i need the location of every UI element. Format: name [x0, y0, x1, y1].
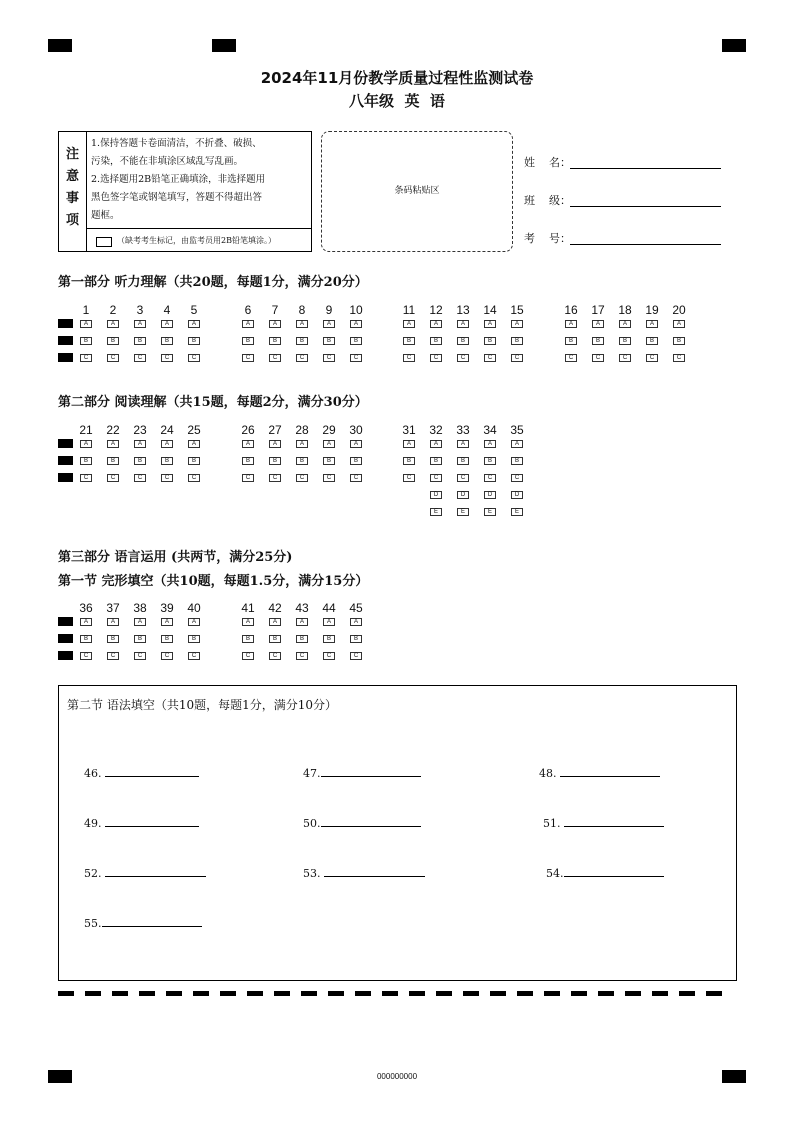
answer-bubble-4-c[interactable]: C [161, 354, 173, 362]
answer-bubble-22-b[interactable]: B [107, 457, 119, 465]
tear-line-dash [436, 991, 452, 996]
answer-bubble-28-c[interactable]: C [296, 474, 308, 482]
question-number: 33 [456, 423, 470, 437]
answer-bubble-21-b[interactable]: B [80, 457, 92, 465]
answer-bubble-36-c[interactable]: C [80, 652, 92, 660]
grammar-fill-title: 第二节 语法填空（共10题，每题1分，满分10分） [67, 698, 337, 712]
answer-bubble-35-d[interactable]: D [511, 491, 523, 499]
answer-bubble-43-b[interactable]: B [296, 635, 308, 643]
answer-bubble-21-c[interactable]: C [80, 474, 92, 482]
answer-bubble-42-b[interactable]: B [269, 635, 281, 643]
question-number: 36 [79, 601, 93, 615]
answer-bubble-22-c[interactable]: C [107, 474, 119, 482]
footer-code: 000000000 [376, 1072, 418, 1081]
answer-bubble-16-c[interactable]: C [565, 354, 577, 362]
blank-48[interactable] [539, 767, 660, 780]
tear-line-dash [571, 991, 587, 996]
answer-bubble-32-c[interactable]: C [430, 474, 442, 482]
answer-bubble-40-c[interactable]: C [188, 652, 200, 660]
answer-bubble-16-b[interactable]: B [565, 337, 577, 345]
notice-line: 1.保持答题卡卷面清洁，不折叠、破损、 [91, 138, 262, 149]
blank-label: 47. [303, 767, 321, 780]
answer-bubble-11-a[interactable]: A [403, 320, 415, 328]
question-number: 37 [106, 601, 120, 615]
answer-bubble-33-d[interactable]: D [457, 491, 469, 499]
question-number: 26 [241, 423, 255, 437]
row-mark [58, 439, 73, 448]
name-field[interactable] [524, 154, 571, 170]
question-number: 12 [429, 303, 443, 317]
answer-bubble-14-a[interactable]: A [484, 320, 496, 328]
tear-line-dash [409, 991, 425, 996]
answer-bubble-44-a[interactable]: A [323, 618, 335, 626]
answer-bubble-31-b[interactable]: B [403, 457, 415, 465]
tear-line-dash [139, 991, 155, 996]
answer-bubble-23-a[interactable]: A [134, 440, 146, 448]
tear-line-dash [247, 991, 263, 996]
class-line [570, 206, 721, 207]
answer-bubble-19-c[interactable]: C [646, 354, 658, 362]
question-number: 41 [241, 601, 255, 615]
answer-bubble-24-a[interactable]: A [161, 440, 173, 448]
blank-54[interactable] [546, 867, 664, 880]
exam-number-field[interactable] [524, 230, 571, 246]
answer-bubble-10-b[interactable]: B [350, 337, 362, 345]
answer-bubble-30-b[interactable]: B [350, 457, 362, 465]
answer-bubble-29-c[interactable]: C [323, 474, 335, 482]
answer-bubble-7-a[interactable]: A [269, 320, 281, 328]
question-number: 42 [268, 601, 282, 615]
answer-bubble-2-b[interactable]: B [107, 337, 119, 345]
answer-bubble-5-c[interactable]: C [188, 354, 200, 362]
answer-bubble-33-c[interactable]: C [457, 474, 469, 482]
answer-bubble-3-a[interactable]: A [134, 320, 146, 328]
name-line [570, 168, 721, 169]
question-number: 9 [325, 303, 333, 317]
row-mark [58, 473, 73, 482]
tear-line-dash [301, 991, 317, 996]
answer-bubble-42-c[interactable]: C [269, 652, 281, 660]
question-number: 21 [79, 423, 93, 437]
answer-bubble-30-a[interactable]: A [350, 440, 362, 448]
answer-bubble-30-c[interactable]: C [350, 474, 362, 482]
tear-line-dash [490, 991, 506, 996]
question-number: 32 [429, 423, 443, 437]
tear-line-dash [355, 991, 371, 996]
blank-47[interactable] [303, 767, 421, 780]
answer-bubble-13-a[interactable]: A [457, 320, 469, 328]
question-number: 34 [483, 423, 497, 437]
answer-bubble-35-c[interactable]: C [511, 474, 523, 482]
question-number: 14 [483, 303, 497, 317]
answer-bubble-41-b[interactable]: B [242, 635, 254, 643]
answer-bubble-40-a[interactable]: A [188, 618, 200, 626]
blank-line [321, 825, 421, 827]
answer-bubble-41-a[interactable]: A [242, 618, 254, 626]
blank-label: 51. [543, 817, 561, 830]
answer-bubble-28-b[interactable]: B [296, 457, 308, 465]
tear-line-dash [112, 991, 128, 996]
answer-bubble-26-b[interactable]: B [242, 457, 254, 465]
answer-bubble-32-d[interactable]: D [430, 491, 442, 499]
answer-bubble-35-e[interactable]: E [511, 508, 523, 516]
answer-bubble-24-c[interactable]: C [161, 474, 173, 482]
answer-bubble-23-c[interactable]: C [134, 474, 146, 482]
answer-bubble-17-a[interactable]: A [592, 320, 604, 328]
question-number: 40 [187, 601, 201, 615]
section-heading-part1: 第一部分 听力理解（共20题，每题1分，满分20分） [58, 275, 368, 290]
question-number: 13 [456, 303, 470, 317]
notice-line: 污染，不能在非填涂区域乱写乱画。 [91, 156, 244, 167]
answer-bubble-28-a[interactable]: A [296, 440, 308, 448]
answer-bubble-9-a[interactable]: A [323, 320, 335, 328]
answer-bubble-27-a[interactable]: A [269, 440, 281, 448]
question-number: 10 [349, 303, 363, 317]
answer-bubble-5-b[interactable]: B [188, 337, 200, 345]
answer-bubble-25-a[interactable]: A [188, 440, 200, 448]
answer-bubble-37-b[interactable]: B [107, 635, 119, 643]
class-label: 班 级： [524, 194, 571, 207]
tear-line-dash [85, 991, 101, 996]
answer-bubble-24-b[interactable]: B [161, 457, 173, 465]
blank-49[interactable] [84, 817, 199, 830]
question-number: 30 [349, 423, 363, 437]
tear-line-dash [598, 991, 614, 996]
answer-bubble-12-c[interactable]: C [430, 354, 442, 362]
answer-bubble-33-b[interactable]: B [457, 457, 469, 465]
answer-bubble-25-b[interactable]: B [188, 457, 200, 465]
blank-label: 52. [84, 867, 102, 880]
answer-bubble-15-c[interactable]: C [511, 354, 523, 362]
answer-bubble-34-b[interactable]: B [484, 457, 496, 465]
tear-line-dash [652, 991, 668, 996]
row-mark [58, 456, 73, 465]
row-mark [58, 617, 73, 626]
answer-bubble-34-e[interactable]: E [484, 508, 496, 516]
answer-bubble-32-a[interactable]: A [430, 440, 442, 448]
blank-line [105, 775, 199, 777]
answer-bubble-32-b[interactable]: B [430, 457, 442, 465]
page-subtitle: 八年级 英 语 [349, 92, 445, 110]
answer-bubble-26-a[interactable]: A [242, 440, 254, 448]
answer-bubble-12-b[interactable]: B [430, 337, 442, 345]
answer-bubble-29-a[interactable]: A [323, 440, 335, 448]
answer-bubble-4-a[interactable]: A [161, 320, 173, 328]
answer-bubble-4-b[interactable]: B [161, 337, 173, 345]
answer-bubble-8-a[interactable]: A [296, 320, 308, 328]
blank-label: 50. [303, 817, 321, 830]
tear-line-dash [382, 991, 398, 996]
blank-line [105, 825, 199, 827]
answer-bubble-8-b[interactable]: B [296, 337, 308, 345]
answer-bubble-11-c[interactable]: C [403, 354, 415, 362]
blank-label: 49. [84, 817, 102, 830]
question-number: 35 [510, 423, 524, 437]
answer-bubble-21-a[interactable]: A [80, 440, 92, 448]
answer-bubble-6-c[interactable]: C [242, 354, 254, 362]
answer-bubble-7-c[interactable]: C [269, 354, 281, 362]
answer-bubble-29-b[interactable]: B [323, 457, 335, 465]
answer-bubble-6-a[interactable]: A [242, 320, 254, 328]
answer-bubble-43-a[interactable]: A [296, 618, 308, 626]
answer-bubble-13-b[interactable]: B [457, 337, 469, 345]
alignment-mark-top-left [48, 39, 72, 52]
question-number: 18 [618, 303, 632, 317]
blank-52[interactable] [84, 867, 206, 880]
tear-line-dash [328, 991, 344, 996]
blank-label: 55. [84, 917, 102, 930]
answer-bubble-12-a[interactable]: A [430, 320, 442, 328]
answer-bubble-16-a[interactable]: A [565, 320, 577, 328]
answer-bubble-35-b[interactable]: B [511, 457, 523, 465]
answer-bubble-34-a[interactable]: A [484, 440, 496, 448]
answer-bubble-2-a[interactable]: A [107, 320, 119, 328]
notice-side-char: 事 [65, 191, 79, 206]
answer-bubble-38-a[interactable]: A [134, 618, 146, 626]
answer-bubble-18-c[interactable]: C [619, 354, 631, 362]
question-number: 27 [268, 423, 282, 437]
answer-bubble-3-b[interactable]: B [134, 337, 146, 345]
answer-bubble-14-c[interactable]: C [484, 354, 496, 362]
answer-bubble-43-c[interactable]: C [296, 652, 308, 660]
blank-line [324, 875, 425, 877]
notice-side-label [59, 132, 87, 251]
answer-bubble-15-b[interactable]: B [511, 337, 523, 345]
tear-line-dash [544, 991, 560, 996]
question-number: 29 [322, 423, 336, 437]
answer-bubble-3-c[interactable]: C [134, 354, 146, 362]
answer-bubble-38-c[interactable]: C [134, 652, 146, 660]
answer-bubble-27-b[interactable]: B [269, 457, 281, 465]
question-number: 22 [106, 423, 120, 437]
answer-bubble-45-a[interactable]: A [350, 618, 362, 626]
question-number: 31 [402, 423, 416, 437]
blank-label: 46. [84, 767, 102, 780]
question-number: 5 [190, 303, 198, 317]
notice-side-char: 意 [65, 169, 79, 184]
alignment-mark-top-center [212, 39, 236, 52]
blank-label: 54. [546, 867, 564, 880]
answer-bubble-26-c[interactable]: C [242, 474, 254, 482]
answer-bubble-9-c[interactable]: C [323, 354, 335, 362]
tear-line [58, 991, 722, 996]
tear-line-dash [58, 991, 74, 996]
answer-bubble-32-e[interactable]: E [430, 508, 442, 516]
question-number: 38 [133, 601, 147, 615]
exam-number-line [570, 244, 721, 245]
answer-bubble-25-c[interactable]: C [188, 474, 200, 482]
answer-bubble-33-e[interactable]: E [457, 508, 469, 516]
answer-bubble-39-c[interactable]: C [161, 652, 173, 660]
answer-bubble-39-a[interactable]: A [161, 618, 173, 626]
blank-label: 48. [539, 767, 557, 780]
answer-bubble-20-c[interactable]: C [673, 354, 685, 362]
class-field[interactable] [524, 192, 571, 208]
blank-53[interactable] [303, 867, 425, 880]
question-number: 39 [160, 601, 174, 615]
answer-bubble-19-b[interactable]: B [646, 337, 658, 345]
answer-bubble-1-a[interactable]: A [80, 320, 92, 328]
blank-51[interactable] [543, 817, 664, 830]
question-number: 25 [187, 423, 201, 437]
answer-bubble-37-a[interactable]: A [107, 618, 119, 626]
row-mark [58, 353, 73, 362]
question-number: 17 [591, 303, 605, 317]
tear-line-dash [625, 991, 641, 996]
answer-bubble-7-b[interactable]: B [269, 337, 281, 345]
section-heading-part3: 第三部分 语言运用 (共两节，满分25分) [58, 550, 293, 565]
question-number: 2 [109, 303, 117, 317]
question-number: 4 [163, 303, 171, 317]
notice-side-char: 项 [65, 213, 79, 228]
question-number: 24 [160, 423, 174, 437]
tear-line-dash [166, 991, 182, 996]
answer-bubble-2-c[interactable]: C [107, 354, 119, 362]
question-number: 44 [322, 601, 336, 615]
tear-line-dash [463, 991, 479, 996]
answer-bubble-45-b[interactable]: B [350, 635, 362, 643]
row-mark [58, 634, 73, 643]
answer-bubble-6-b[interactable]: B [242, 337, 254, 345]
answer-bubble-22-a[interactable]: A [107, 440, 119, 448]
blank-line [321, 775, 421, 777]
tear-line-dash [220, 991, 236, 996]
answer-bubble-39-b[interactable]: B [161, 635, 173, 643]
question-number: 28 [295, 423, 309, 437]
answer-bubble-36-a[interactable]: A [80, 618, 92, 626]
answer-bubble-17-b[interactable]: B [592, 337, 604, 345]
question-number: 1 [82, 303, 90, 317]
answer-bubble-9-b[interactable]: B [323, 337, 335, 345]
notice-box [58, 131, 312, 252]
question-number: 7 [271, 303, 279, 317]
answer-bubble-18-a[interactable]: A [619, 320, 631, 328]
answer-bubble-27-c[interactable]: C [269, 474, 281, 482]
answer-bubble-41-c[interactable]: C [242, 652, 254, 660]
answer-bubble-1-c[interactable]: C [80, 354, 92, 362]
answer-bubble-44-b[interactable]: B [323, 635, 335, 643]
section-heading-part2: 第二部分 阅读理解（共15题，每题2分，满分30分） [58, 395, 368, 410]
notice-line: 题框。 [91, 210, 120, 221]
row-mark [58, 336, 73, 345]
answer-bubble-18-b[interactable]: B [619, 337, 631, 345]
blank-50[interactable] [303, 817, 421, 830]
question-number: 8 [298, 303, 306, 317]
page-title: 2024年11月份教学质量过程性监测试卷 [260, 69, 534, 87]
answer-bubble-23-b[interactable]: B [134, 457, 146, 465]
blank-line [564, 875, 664, 877]
blank-46[interactable] [84, 767, 199, 780]
grammar-fill-box [58, 685, 737, 981]
answer-bubble-31-a[interactable]: A [403, 440, 415, 448]
answer-bubble-10-c[interactable]: C [350, 354, 362, 362]
question-number: 3 [136, 303, 144, 317]
blank-55[interactable] [84, 917, 202, 930]
answer-bubble-40-b[interactable]: B [188, 635, 200, 643]
notice-text [91, 135, 307, 225]
blank-line [105, 875, 206, 877]
notice-line: 黑色签字笔或钢笔填写，答题不得超出答 [91, 192, 263, 203]
tear-line-dash [679, 991, 695, 996]
answer-bubble-34-c[interactable]: C [484, 474, 496, 482]
tear-line-dash [517, 991, 533, 996]
section-heading-part3-sec1: 第一节 完形填空（共10题，每题1.5分，满分15分） [58, 574, 369, 589]
answer-bubble-44-c[interactable]: C [323, 652, 335, 660]
answer-bubble-15-a[interactable]: A [511, 320, 523, 328]
name-label: 姓 名： [524, 156, 571, 169]
blank-line [102, 925, 202, 927]
blank-line [560, 775, 660, 777]
exam-number-label: 考 号： [524, 232, 571, 245]
question-number: 23 [133, 423, 147, 437]
question-number: 11 [402, 303, 416, 317]
tear-line-dash [274, 991, 290, 996]
answer-bubble-17-c[interactable]: C [592, 354, 604, 362]
question-number: 19 [645, 303, 659, 317]
answer-bubble-14-b[interactable]: B [484, 337, 496, 345]
answer-bubble-34-d[interactable]: D [484, 491, 496, 499]
tear-line-dash [706, 991, 722, 996]
blank-label: 53. [303, 867, 321, 880]
notice-line: 2.选择题用2B铅笔正确填涂，非选择题用 [91, 174, 266, 185]
question-number: 43 [295, 601, 309, 615]
row-mark [58, 319, 73, 328]
question-number: 45 [349, 601, 363, 615]
answer-bubble-5-a[interactable]: A [188, 320, 200, 328]
answer-bubble-1-b[interactable]: B [80, 337, 92, 345]
answer-bubble-20-b[interactable]: B [673, 337, 685, 345]
alignment-mark-top-right [722, 39, 746, 52]
question-number: 6 [244, 303, 252, 317]
row-mark [58, 651, 73, 660]
answer-bubble-37-c[interactable]: C [107, 652, 119, 660]
tear-line-dash [193, 991, 209, 996]
answer-bubble-38-b[interactable]: B [134, 635, 146, 643]
absent-mark-row [87, 228, 312, 252]
answer-bubble-13-c[interactable]: C [457, 354, 469, 362]
answer-bubble-36-b[interactable]: B [80, 635, 92, 643]
answer-bubble-35-a[interactable]: A [511, 440, 523, 448]
answer-bubble-10-a[interactable]: A [350, 320, 362, 328]
blank-line [564, 825, 664, 827]
answer-bubble-31-c[interactable]: C [403, 474, 415, 482]
answer-bubble-8-c[interactable]: C [296, 354, 308, 362]
barcode-area: 条码粘贴区 [321, 131, 513, 252]
question-number: 20 [672, 303, 686, 317]
notice-side-char: 注 [65, 147, 79, 162]
question-number: 16 [564, 303, 578, 317]
answer-bubble-33-a[interactable]: A [457, 440, 469, 448]
absent-mark-note: （缺考考生标记，由监考员用2B铅笔填涂。） [117, 236, 276, 245]
answer-bubble-19-a[interactable]: A [646, 320, 658, 328]
answer-bubble-45-c[interactable]: C [350, 652, 362, 660]
question-number: 15 [510, 303, 524, 317]
answer-bubble-42-a[interactable]: A [269, 618, 281, 626]
answer-bubble-20-a[interactable]: A [673, 320, 685, 328]
answer-bubble-11-b[interactable]: B [403, 337, 415, 345]
absent-mark-checkbox[interactable] [96, 237, 112, 247]
